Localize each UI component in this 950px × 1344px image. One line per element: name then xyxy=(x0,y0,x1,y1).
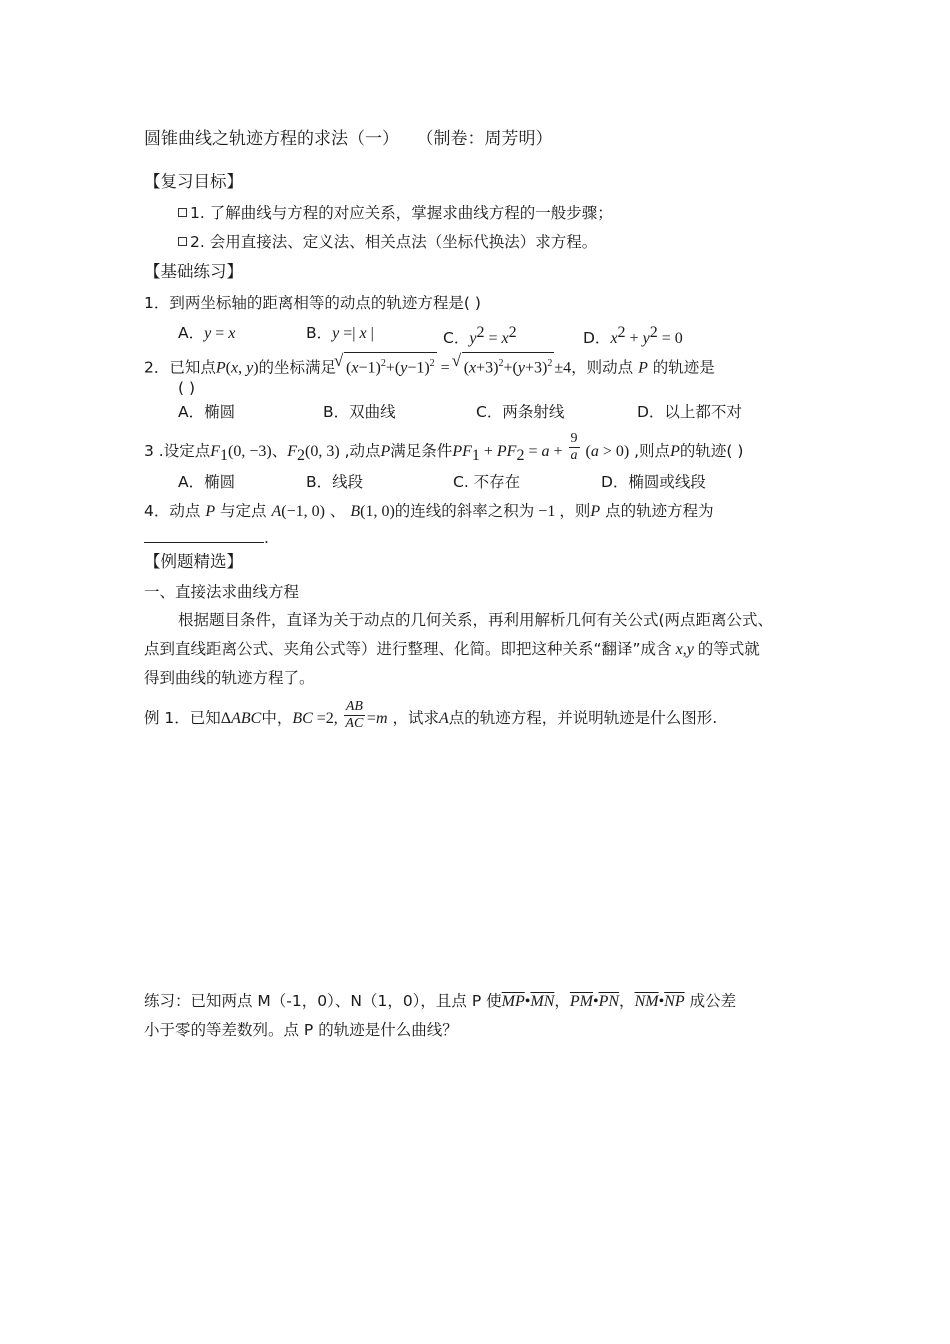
q2-option-b: B．双曲线 xyxy=(323,403,396,421)
basic-heading: 【基础练习】 xyxy=(144,262,243,281)
question-4: 4．动点 P 与定点 A(−1, 0) 、 B(1, 0)的连线的斜率之积为 −1 ，则P 点的轨迹方程为 xyxy=(144,502,714,520)
q3-option-b: B．线段 xyxy=(306,473,364,491)
author-text: （制卷：周芳明） xyxy=(425,129,553,149)
question-2: 2．已知点P(x, y)的坐标满足 √ $(x-1)^2+(y-1)^2$ = √ $(x+3)^2+(y+3)^2 \pm 4$，则动点 P 的轨迹是 xyxy=(144,352,715,379)
practice-line-2: 小于零的等差数列。点 P 的轨迹是什么曲线？ xyxy=(144,1021,458,1039)
question-1: 1．到两坐标轴的距离相等的动点的轨迹方程是( ) xyxy=(144,294,481,312)
q1-option-b: B．y =| x | xyxy=(306,324,374,342)
q2-option-c: C．两条射线 xyxy=(476,403,565,421)
example-1: 例 1．已知ΔABC中，BC =2, $\frac{AB}{AC}$ =m ，试求A点的轨迹方程，并说明轨迹是什么图形. xyxy=(144,699,718,731)
review-heading: 【复习目标】 xyxy=(144,172,243,191)
q2-paren: ( ) xyxy=(178,379,196,397)
q2-option-d: D．以上都不对 xyxy=(637,403,742,421)
q3-option-c: C. 不存在 xyxy=(453,473,521,491)
practice-line-1: 练习：已知两点 M（-1，0）、N（1，0），且点 P 使$\overline{MP}•\overline{MN}$，$\overline{PM}•\overline{PN}$，$\overline{NM}•\overline{NP}$ 成公差 xyxy=(144,992,737,1010)
checkbox-icon xyxy=(178,208,187,217)
method-direct-heading: 一、直接法求曲线方程 xyxy=(144,583,300,601)
q4-answer-blank[interactable]: . xyxy=(144,527,269,549)
q3-option-d: D．椭圆或线段 xyxy=(601,473,706,491)
q1-option-d: D．$x^2 + y^2 = 0$ xyxy=(583,324,683,348)
checkbox-icon xyxy=(178,237,187,246)
examples-heading: 【例题精选】 xyxy=(144,552,243,571)
q1-option-c: C．$y^2 = x^2$ xyxy=(443,324,517,348)
question-3: 3 .设定点$F_1(0$, −3)、$F_2(0$, 3) ,动点P满足条件$PF_1 + PF_2 = a$ + $\frac{9}{a}$ (a > 0) ,则点P的轨迹( ) xyxy=(144,431,744,465)
page-title xyxy=(144,128,553,150)
q1-option-a: A．y = x xyxy=(178,324,236,342)
review-goal-2: 2. 会用直接法、定义法、相关点法（坐标代换法）求方程。 xyxy=(178,231,597,253)
title-text: 圆锥曲线之轨迹方程的求法（一） xyxy=(144,129,399,149)
method-description: 根据题目条件，直译为关于动点的几何关系，再利用解析几何有关公式(两点距离公式、 点到直线距离公式、夹角公式等）进行整理、化简。即把这种关系“翻译”成含 x,y 的等式就 得到曲线的轨迹方程了。 xyxy=(144,611,774,687)
q3-option-a: A．椭圆 xyxy=(178,473,236,491)
q2-option-a: A．椭圆 xyxy=(178,403,236,421)
q4-blank-line[interactable] xyxy=(144,528,264,543)
review-goal-1: 1. 了解曲线与方程的对应关系，掌握求曲线方程的一般步骤； xyxy=(178,202,613,224)
